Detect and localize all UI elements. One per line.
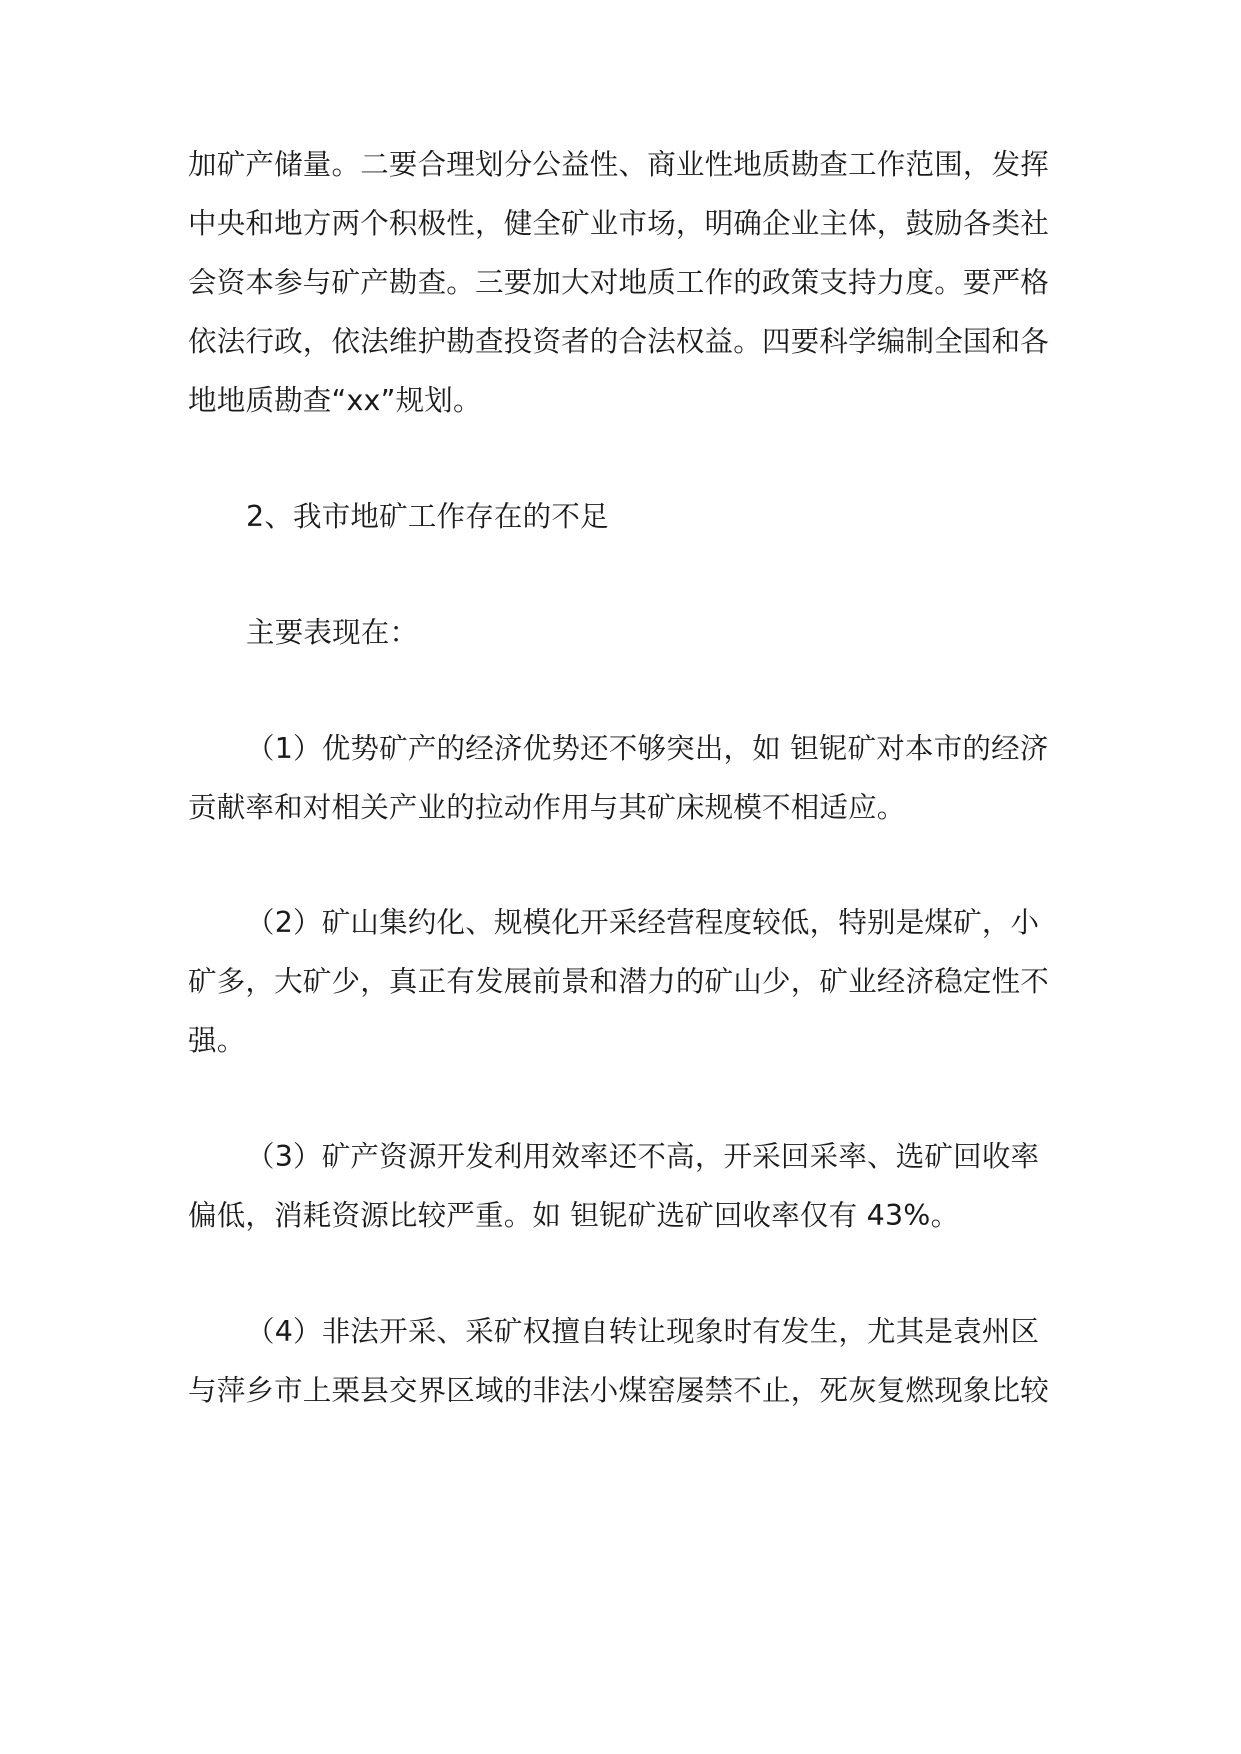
- paragraph-1-line-4: 依法行政，依法维护勘查投资者的合法权益。四要科学编制全国和各: [188, 325, 1050, 358]
- paragraph-1-line-3: 会资本参与矿产勘查。三要加大对地质工作的政策支持力度。要严格: [188, 266, 1050, 299]
- intro-text: 主要表现在：: [246, 616, 419, 649]
- item-4-line-2: 与萍乡市上栗县交界区域的非法小煤窑屡禁不止，死灰复燃现象比较: [188, 1374, 1050, 1407]
- item-1-line-1: （1）优势矿产的经济优势还不够突出，如 钽铌矿对本市的经济: [246, 732, 1049, 765]
- paragraph-1-line-1: 加矿产储量。二要合理划分公益性、商业性地质勘查工作范围，发挥: [188, 148, 1050, 181]
- item-1-line-2: 贡献率和对相关产业的拉动作用与其矿床规模不相适应。: [188, 791, 906, 824]
- item-4-line-1: （4）非法开采、采矿权擅自转让现象时有发生，尤其是袁州区: [246, 1315, 1040, 1348]
- item-3-line-1: （3）矿产资源开发利用效率还不高，开采回采率、选矿回收率: [246, 1140, 1040, 1173]
- item-3-line-2: 偏低，消耗资源比较严重。如 钽铌矿选矿回收率仅有 43%。: [188, 1199, 960, 1232]
- item-2-line-3: 强。: [188, 1024, 246, 1057]
- section-heading: 2、我市地矿工作存在的不足: [246, 500, 609, 533]
- item-2-line-1: （2）矿山集约化、规模化开采经营程度较低，特别是煤矿，小: [246, 906, 1040, 939]
- paragraph-1-line-2: 中央和地方两个积极性，健全矿业市场，明确企业主体，鼓励各类社: [188, 207, 1050, 240]
- item-2-line-2: 矿多，大矿少，真正有发展前景和潜力的矿山少，矿业经济稳定性不: [188, 965, 1050, 998]
- paragraph-1-line-5: 地地质勘查“xx”规划。: [188, 384, 482, 417]
